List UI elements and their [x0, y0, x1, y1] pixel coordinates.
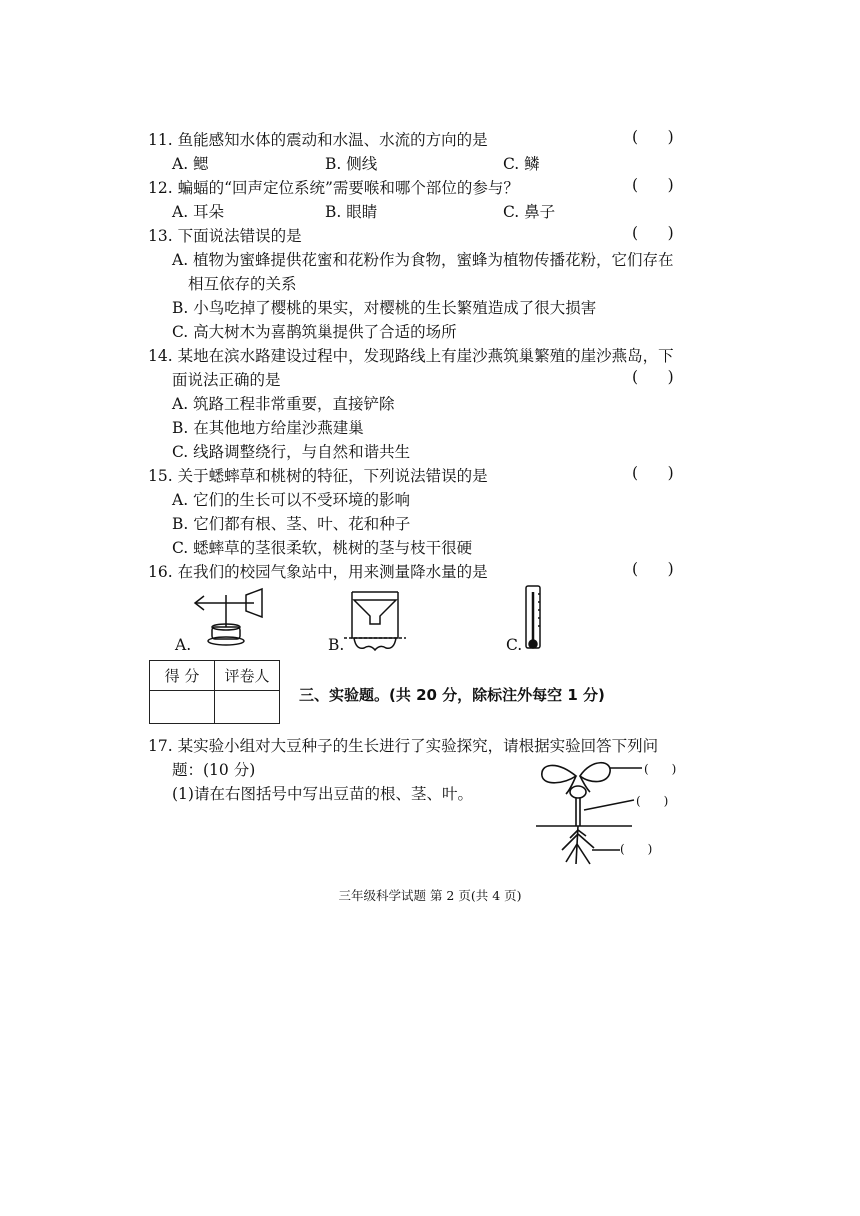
question-14-stem-cont: 面说法正确的是: [172, 371, 281, 389]
stem-answer-blank: ( ): [636, 794, 669, 808]
score-table: [149, 660, 280, 724]
q12-option-a: A. 耳朵: [172, 203, 225, 221]
question-17-stem-cont: 题：(10 分): [172, 761, 256, 779]
question-12-stem: 12. 蝙蝠的“回声定位系统”需要喉和哪个部位的参与？: [148, 179, 519, 197]
question-16-stem: 16. 在我们的校园气象站中，用来测量降水量的是: [148, 563, 488, 581]
answer-blank-15: ( ): [632, 464, 674, 482]
question-15-stem: 15. 关于蟋蟀草和桃树的特征，下列说法错误的是: [148, 467, 488, 485]
score-cell: [150, 691, 215, 724]
answer-blank-11: ( ): [632, 128, 674, 146]
grader-header: 评卷人: [215, 661, 280, 691]
q12-option-c: C. 鼻子: [503, 203, 556, 221]
q11-option-a: A. 鳃: [172, 155, 209, 173]
rain-gauge-icon: [340, 588, 410, 656]
answer-blank-16: ( ): [632, 560, 674, 578]
q13-option-a: A. 植物为蜜蜂提供花蜜和花粉作为食物，蜜蜂为植物传播花粉，它们存在: [172, 251, 674, 269]
q14-option-b: B. 在其他地方给崖沙燕建巢: [172, 419, 364, 437]
q13-option-b: B. 小鸟吃掉了樱桃的果实，对樱桃的生长繁殖造成了很大损害: [172, 299, 597, 317]
thermometer-icon: [520, 582, 550, 654]
q13-option-a-cont: 相互依存的关系: [188, 275, 297, 293]
q16-option-a-label: A.: [175, 636, 192, 654]
question-17-sub1: (1)请在右图括号中写出豆苗的根、茎、叶。: [172, 785, 473, 803]
grader-cell: [215, 691, 280, 724]
question-11-stem: 11. 鱼能感知水体的震动和水温、水流的方向的是: [148, 131, 488, 149]
leaf-answer-blank: ( ): [644, 762, 677, 776]
q13-option-c: C. 高大树木为喜鹊筑巢提供了合适的场所: [172, 323, 457, 341]
q11-option-b: B. 侧线: [325, 155, 378, 173]
wind-vane-icon: [190, 583, 270, 655]
q16-option-c-label: C.: [506, 636, 523, 654]
q11-option-c: C. 鳞: [503, 155, 540, 173]
q15-option-a: A. 它们的生长可以不受环境的影响: [172, 491, 411, 509]
question-17-stem: 17. 某实验小组对大豆种子的生长进行了实验探究，请根据实验回答下列问: [148, 737, 659, 755]
score-header: 得 分: [150, 661, 215, 691]
answer-blank-14: ( ): [632, 368, 674, 386]
q14-option-c: C. 线路调整绕行，与自然和谐共生: [172, 443, 411, 461]
q15-option-c: C. 蟋蟀草的茎很柔软，桃树的茎与枝干很硬: [172, 539, 473, 557]
q12-option-b: B. 眼睛: [325, 203, 378, 221]
q16-option-b-label: B.: [328, 636, 345, 654]
answer-blank-13: ( ): [632, 224, 674, 242]
section-title: 三、实验题。(共 20 分，除标注外每空 1 分): [299, 686, 605, 704]
question-13-stem: 13. 下面说法错误的是: [148, 227, 302, 245]
question-14-stem: 14. 某地在滨水路建设过程中，发现路线上有崖沙燕筑巢繁殖的崖沙燕岛，下: [148, 347, 674, 365]
root-answer-blank: ( ): [620, 842, 653, 856]
q15-option-b: B. 它们都有根、茎、叶、花和种子: [172, 515, 411, 533]
answer-blank-12: ( ): [632, 176, 674, 194]
page-footer: 三年级科学试题 第 2 页(共 4 页): [338, 888, 522, 903]
q14-option-a: A. 筑路工程非常重要，直接铲除: [172, 395, 395, 413]
